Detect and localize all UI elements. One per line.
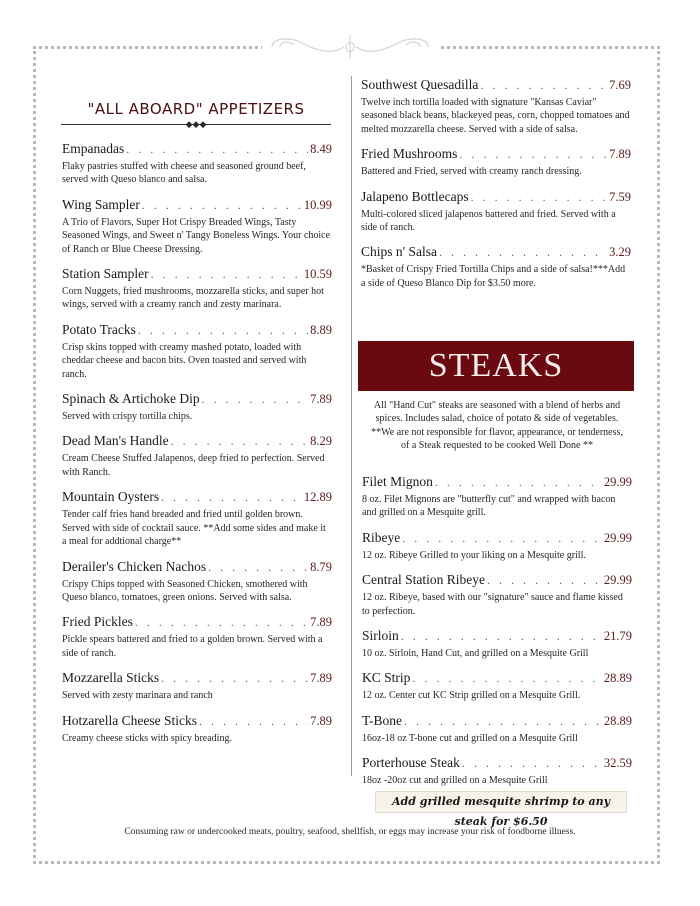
dot-leader (126, 141, 308, 157)
dot-leader (402, 530, 602, 546)
dot-leader (462, 755, 602, 771)
dot-leader (471, 189, 608, 205)
item-name: Spinach & Artichoke Dip (62, 391, 200, 407)
item-price: 8.89 (310, 322, 332, 337)
item-price: 7.89 (310, 671, 332, 686)
item-price: 7.89 (609, 147, 631, 162)
item-description: 10 oz. Sirloin, Hand Cut, and grilled on a Mesquite Grill (362, 648, 589, 660)
menu-item (62, 266, 332, 312)
shrimp-promo-box: Add grilled mesquite shrimp to any steak for $6.50 (375, 791, 627, 813)
menu-item (362, 530, 632, 562)
dot-leader (459, 146, 607, 162)
item-description: Served with crispy tortilla chips. (62, 411, 193, 423)
menu-item (361, 77, 631, 136)
item-description: Twelve inch tortilla loaded with signature "Kansas Caviar" seasoned black beans, blackeyed peas, corn, chopped tomatoes and melted mozzarella cheese. Served with a side of salsa. (361, 97, 630, 135)
menu-item (62, 489, 332, 548)
item-price: 7.89 (310, 392, 332, 407)
item-name: Central Station Ribeye (362, 572, 485, 588)
item-name: T-Bone (362, 712, 402, 728)
item-description: 12 oz. Ribeye, based with our "signature" sauce and flame kissed to perfection. (362, 592, 623, 617)
item-description: Flaky pastries stuffed with cheese and seasoned ground beef, served with Queso blanco and salsa. (62, 161, 306, 186)
item-name: Wing Sampler (62, 196, 140, 212)
item-description: *Basket of Crispy Fried Tortilla Chips and a side of salsa!***Add a side of Queso Blanco Dip for $3.50 more. (361, 264, 626, 289)
dot-leader (161, 489, 302, 505)
menu-item (62, 197, 332, 256)
appetizers-title: "ALL ABOARD" APPETIZERS (87, 100, 305, 118)
item-price: 12.89 (303, 490, 332, 505)
item-description: 12 oz. Center cut KC Strip grilled on a Mesquite Grill. (362, 690, 581, 702)
item-price: 8.79 (310, 559, 332, 574)
item-description: Corn Nuggets, fried mushrooms, mozzarella sticks, and super hot wings, served with a creamy ranch and zesty marinara. (62, 286, 324, 311)
item-name: Southwest Quesadilla (361, 77, 479, 92)
item-name: Chips n' Salsa (361, 244, 437, 260)
menu-item (62, 322, 332, 381)
item-price: 21.79 (603, 629, 632, 644)
item-name: Fried Pickles (62, 614, 133, 630)
item-name: Fried Mushrooms (361, 146, 458, 162)
steaks-list (362, 474, 632, 798)
item-price: 3.29 (609, 245, 631, 260)
item-name: Derailer's Chicken Nachos (62, 558, 207, 574)
item-description: 12 oz. Ribeye Grilled to your liking on a Mesquite grill. (362, 549, 586, 561)
flourish-ornament-icon (262, 33, 438, 61)
item-name: Hotzarella Cheese Sticks (62, 712, 197, 728)
appetizers-continued-list (361, 77, 631, 300)
item-price: 29.99 (603, 573, 632, 588)
item-price: 10.99 (303, 197, 332, 212)
dot-leader (202, 391, 309, 407)
dot-leader (208, 559, 308, 575)
item-price: 7.59 (609, 189, 631, 204)
menu-item (62, 141, 332, 187)
dot-leader (487, 572, 602, 588)
dot-leader (171, 433, 308, 449)
dot-leader (135, 614, 308, 630)
item-description: Creamy cheese sticks with spicy breading. (62, 732, 232, 744)
item-name: Dead Man's Handle (62, 433, 169, 449)
steaks-banner: STEAKS (358, 341, 634, 391)
dot-leader (439, 244, 607, 260)
item-name: Mozzarella Sticks (62, 670, 160, 686)
dot-leader (480, 77, 607, 93)
item-description: Crisp skins topped with creamy mashed potato, loaded with cheddar cheese and bacon bits. Oven toasted and served with ranch. (62, 341, 307, 380)
dot-leader (401, 628, 602, 644)
menu-item (361, 244, 631, 290)
item-name: Porterhouse Steak (362, 755, 460, 771)
item-description: Cream Cheese Stuffed Jalapenos, deep fried to perfection. Served with Ranch. (62, 453, 325, 478)
item-price: 8.49 (310, 142, 332, 156)
dot-leader (142, 197, 302, 213)
item-description: Multi-colored sliced jalapenos battered and fried. Served with a side of ranch. (361, 208, 616, 234)
item-description: 16oz-18 oz T-bone cut and grilled on a Mesquite Grill (362, 732, 578, 744)
item-price: 10.59 (303, 267, 332, 282)
menu-item (62, 391, 332, 423)
menu-item (362, 755, 632, 787)
item-description: Battered and Fried, served with creamy ranch dressing. (361, 166, 582, 178)
menu-item (62, 559, 332, 605)
dot-leader (151, 266, 302, 282)
item-description: Crispy Chips topped with Seasoned Chicken, smothered with Queso blanco, tomatoes, green onions. Served with salsa. (62, 578, 308, 603)
item-name: Ribeye (362, 529, 401, 545)
item-name: Mountain Oysters (62, 489, 160, 505)
steaks-note: All "Hand Cut" steaks are seasoned with a blend of herbs and spices. Includes salad, choice of potato & side of vegetables. **We are not responsible for flavor, appearance, or tenderness, of a Steak requested to be cooked Well Done ** (371, 400, 623, 452)
dot-leader (138, 322, 308, 338)
item-name: Filet Mignon (362, 474, 433, 489)
item-name: KC Strip (362, 670, 411, 686)
item-price: 28.89 (603, 671, 632, 686)
menu-item (62, 713, 332, 745)
dot-leader (435, 474, 602, 490)
item-price: 7.69 (609, 78, 631, 92)
menu-item (362, 628, 632, 660)
menu-item (62, 670, 332, 702)
menu-item (362, 713, 632, 745)
dot-leader (404, 713, 602, 729)
diamond-ornament-icon: ◆◆◆ (185, 119, 207, 129)
food-safety-disclaimer: Consuming raw or undercooked meats, poultry, seafood, shellfish, or eggs may increase your risk of foodborne illness. (124, 827, 576, 837)
item-price: 7.89 (310, 615, 332, 630)
item-name: Station Sampler (62, 266, 149, 282)
column-divider (351, 76, 352, 776)
item-description: 18oz -20oz cut and grilled on a Mesquite Grill (362, 775, 548, 787)
menu-item (362, 670, 632, 702)
item-name: Jalapeno Bottlecaps (361, 188, 469, 204)
item-name: Potato Tracks (62, 321, 136, 337)
menu-item (362, 572, 632, 618)
dot-leader (412, 670, 601, 686)
dot-leader (161, 670, 308, 686)
item-description: Pickle spears battered and fried to a golden brown. Served with a side of ranch. (62, 634, 323, 659)
item-price: 8.29 (310, 434, 332, 449)
item-price: 29.99 (603, 475, 632, 489)
item-description: Served with zesty marinara and ranch (62, 690, 213, 702)
dot-leader (199, 713, 308, 729)
item-name: Sirloin (362, 628, 399, 644)
item-price: 29.99 (603, 530, 632, 545)
item-description: A Trio of Flavors, Super Hot Crispy Breaded Wings, Tasty Seasoned Wings, and Sweet n' Tangy Boneless Wings. Your choice of Ranch or Blue Cheese Dressing. (62, 216, 331, 255)
menu-item (362, 474, 632, 520)
item-description: Tender calf fries hand breaded and fried until golden brown. Served with side of cocktail sauce. **Add some sides and make it a meal for addtional charge** (62, 509, 326, 548)
item-description: 8 oz. Filet Mignons are "butterfly cut" and wrapped with bacon and grilled on a Mesquite grill. (362, 494, 616, 519)
item-price: 28.89 (603, 713, 632, 728)
item-price: 7.89 (310, 713, 332, 728)
menu-item (361, 189, 631, 235)
appetizers-list (62, 141, 332, 755)
menu-item (62, 433, 332, 479)
item-name: Empanadas (62, 141, 125, 156)
item-price: 32.59 (603, 756, 632, 771)
menu-item (62, 614, 332, 660)
menu-item (361, 146, 631, 178)
